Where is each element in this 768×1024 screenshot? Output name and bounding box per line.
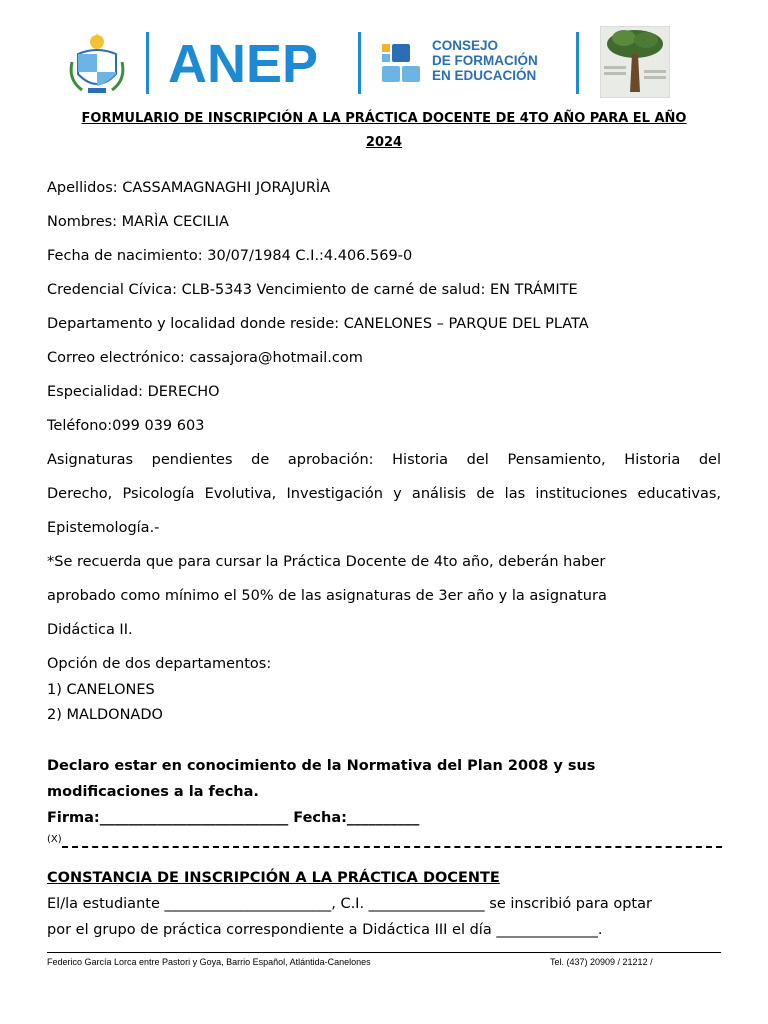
nacimiento-field: Fecha de nacimiento: 30/07/1984 C.I.:4.406.569-0	[47, 248, 413, 264]
constancia-title: CONSTANCIA DE INSCRIPCIÓN A LA PRÁCTICA DOCENTE	[47, 870, 500, 886]
cfe-line3: EN EDUCACIÓN	[432, 68, 537, 83]
declaro-line2: modificaciones a la fecha.	[47, 784, 259, 800]
footer-phone: Tel. (437) 20909 / 21212 /	[550, 957, 653, 967]
nota-line1: *Se recuerda que para cursar la Práctica Docente de 4to año, deberán haber	[47, 554, 606, 570]
svg-text:ANEP: ANEP	[168, 34, 319, 90]
constancia-line1: El/la estudiante _______________________, C.I. ________________ se inscribió para optar	[47, 896, 652, 912]
footer-address: Federico García Lorca entre Pastori y Goya, Barrio Español, Atlántida-Canelones	[47, 957, 371, 967]
opcion-1: 1) CANELONES	[47, 682, 155, 698]
form-title-line2: 2024	[365, 135, 403, 150]
nota-line2: aprobado como mínimo el 50% de las asignaturas de 3er año y la asignatura	[47, 588, 607, 604]
letterhead	[66, 26, 678, 102]
tree-logo	[600, 26, 670, 98]
form-title-line1: FORMULARIO DE INSCRIPCIÓN A LA PRÁCTICA DOCENTE DE 4TO AÑO PARA EL AÑO	[81, 111, 687, 126]
opcion-2: 2) MALDONADO	[47, 707, 163, 723]
declaro-line1: Declaro estar en conocimiento de la Normativa del Plan 2008 y sus	[47, 758, 596, 774]
anep-logo	[166, 34, 346, 90]
cfe-logo	[382, 38, 562, 90]
nota-line3: Didáctica II.	[47, 622, 133, 638]
firma-fecha-line: Firma:__________________________ Fecha:__________	[47, 810, 420, 826]
correo-field: Correo electrónico: cassajora@hotmail.com	[47, 350, 363, 366]
constancia-line2: por el grupo de práctica correspondiente a Didáctica III el día ______________.	[47, 922, 603, 938]
form-title	[40, 107, 728, 155]
asignaturas-line2: Derecho, Psicología Evolutiva, Investigación y análisis de las instituciones educativas,	[47, 486, 721, 502]
asignaturas-line3: Epistemología.-	[47, 520, 160, 536]
opcion-label: Opción de dos departamentos:	[47, 656, 272, 672]
apellidos-field: Apellidos: CASSAMAGNAGHI JORAJURÌA	[47, 180, 331, 196]
departamento-field: Departamento y localidad donde reside: CANELONES – PARQUE DEL PLATA	[47, 316, 589, 332]
especialidad-field: Especialidad: DERECHO	[47, 384, 220, 400]
separator-bar	[358, 32, 361, 94]
nombres-field: Nombres: MARÌA CECILIA	[47, 214, 229, 230]
telefono-field: Teléfono:099 039 603	[47, 418, 205, 434]
cut-line	[62, 846, 722, 848]
asignaturas-line1: Asignaturas pendientes de aprobación: Historia del Pensamiento, Historia del	[47, 452, 721, 468]
separator-bar	[146, 32, 149, 94]
separator-bar	[576, 32, 579, 94]
credencial-field: Credencial Cívica: CLB-5343 Vencimiento de carné de salud: EN TRÁMITE	[47, 282, 578, 298]
cfe-line1: CONSEJO	[432, 38, 499, 53]
footer-rule	[47, 952, 721, 953]
cfe-squares-icon	[382, 44, 422, 84]
cut-marker: (X)	[47, 834, 62, 845]
coat-of-arms-icon	[68, 32, 126, 96]
cfe-line2: DE FORMACIÓN	[432, 53, 538, 68]
